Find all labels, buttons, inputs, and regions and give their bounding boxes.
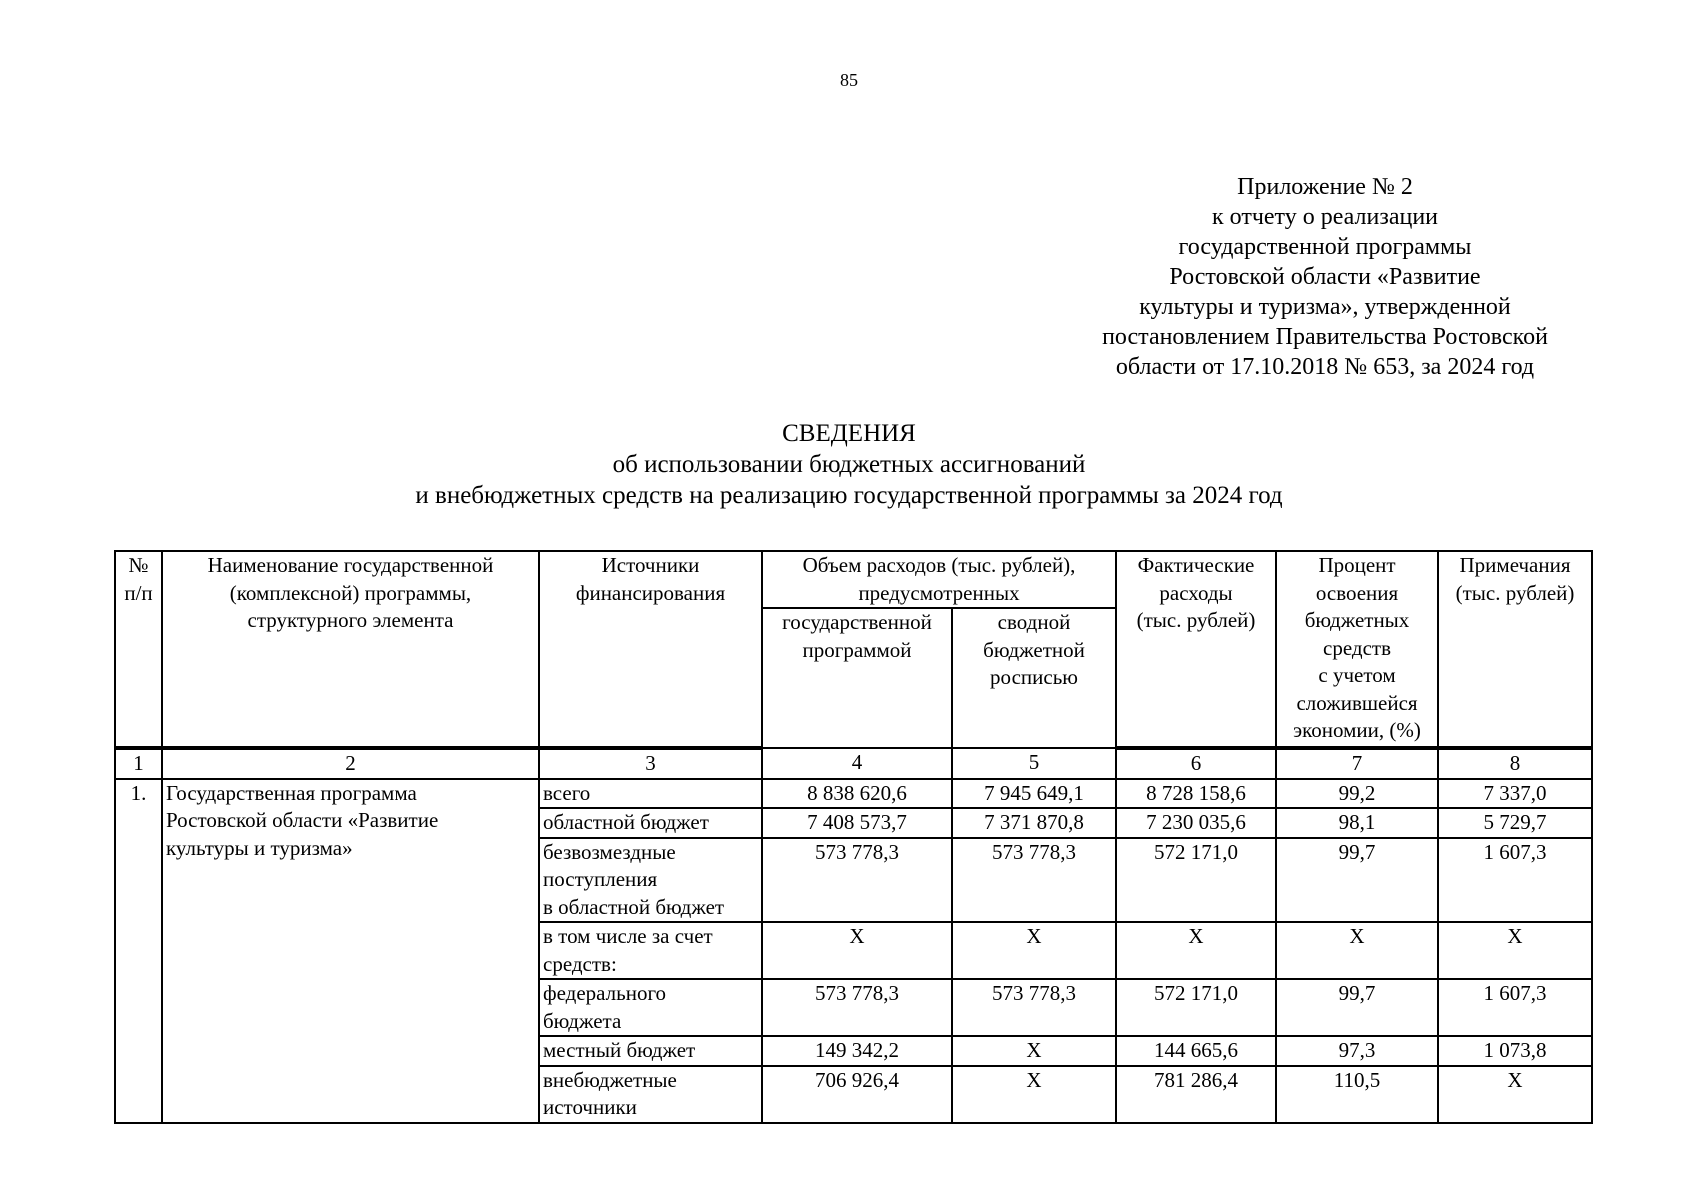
- state-program-cell: 149 342,2: [762, 1036, 952, 1066]
- state-program-cell: X: [762, 922, 952, 979]
- percent-cell: 99,7: [1276, 838, 1438, 923]
- notes-cell: X: [1438, 1066, 1592, 1123]
- budget-schedule-cell: X: [952, 1066, 1116, 1123]
- column-number: 4: [762, 748, 952, 779]
- heading-title: СВЕДЕНИЯ: [782, 420, 916, 447]
- header-notes-line: (тыс. рублей): [1455, 580, 1575, 605]
- header-budget-schedule: [952, 608, 1116, 748]
- header-percent-line: освоения: [1315, 580, 1399, 605]
- program-num: 1.: [115, 779, 162, 1123]
- source-cell: [539, 808, 762, 838]
- source-cell: [539, 922, 762, 979]
- state-program-cell: 573 778,3: [762, 979, 952, 1036]
- percent-cell: 98,1: [1276, 808, 1438, 838]
- actual-cell: 572 171,0: [1116, 838, 1276, 923]
- source-cell: [539, 1036, 762, 1066]
- column-number: 2: [162, 748, 539, 779]
- percent-cell: 110,5: [1276, 1066, 1438, 1123]
- header-name-line: структурного элемента: [247, 608, 454, 632]
- notes-cell: 5 729,7: [1438, 808, 1592, 838]
- header-state-program: [762, 608, 952, 748]
- header-percent: [1276, 551, 1438, 748]
- percent-cell: 99,2: [1276, 779, 1438, 809]
- header-actual: [1116, 551, 1276, 748]
- budget-schedule-cell: X: [952, 922, 1116, 979]
- heading-line-1: об использовании бюджетных ассигнований: [612, 451, 1086, 478]
- header-percent-line: бюджетных: [1304, 608, 1410, 632]
- header-budget-schedule-line: бюджетной: [983, 637, 1085, 662]
- column-number: 6: [1116, 748, 1276, 779]
- header-row: [115, 551, 1592, 608]
- header-source: [539, 551, 762, 748]
- table-row: [115, 779, 1592, 809]
- header-num-line: п/п: [124, 580, 153, 605]
- header-num-line: №: [128, 553, 149, 577]
- header-percent-line: экономии, (%): [1293, 718, 1421, 742]
- header-name: [162, 551, 539, 748]
- header-source-line: Источники: [601, 553, 700, 577]
- column-number: 5: [952, 748, 1116, 779]
- percent-cell: X: [1276, 922, 1438, 979]
- header-actual-line: Фактические: [1137, 553, 1255, 577]
- source-cell-line: всего: [543, 780, 591, 805]
- state-program-cell: 706 926,4: [762, 1066, 952, 1123]
- column-number: 7: [1276, 748, 1438, 779]
- budget-report-table: [114, 550, 1593, 1124]
- source-cell: [539, 838, 762, 923]
- appendix-line: государственной программы: [1178, 234, 1472, 260]
- actual-cell: X: [1116, 922, 1276, 979]
- header-budget-schedule-line: сводной: [997, 610, 1071, 634]
- source-cell-line: федерального: [543, 981, 667, 1005]
- notes-cell: 1 607,3: [1438, 838, 1592, 923]
- source-cell: [539, 979, 762, 1036]
- header-percent-line: сложившейся: [1296, 690, 1418, 715]
- actual-cell: 8 728 158,6: [1116, 779, 1276, 809]
- header-actual-line: (тыс. рублей): [1136, 608, 1256, 632]
- budget-schedule-cell: X: [952, 1036, 1116, 1066]
- source-cell-line: в том числе за счет: [543, 924, 713, 948]
- notes-cell: 7 337,0: [1438, 779, 1592, 809]
- header-planned: [762, 551, 1116, 608]
- source-cell-line: областной бюджет: [543, 810, 709, 834]
- header-planned-line: Объем расходов (тыс. рублей),: [802, 553, 1076, 577]
- column-number: 8: [1438, 748, 1592, 779]
- percent-cell: 99,7: [1276, 979, 1438, 1036]
- header-notes: [1438, 551, 1592, 748]
- actual-cell: 781 286,4: [1116, 1066, 1276, 1123]
- program-name-line: Ростовской области «Развитие: [166, 808, 439, 832]
- actual-cell: 144 665,6: [1116, 1036, 1276, 1066]
- source-cell-line: в областной бюджет: [543, 894, 725, 919]
- source-cell-line: местный бюджет: [543, 1038, 696, 1062]
- actual-cell: 572 171,0: [1116, 979, 1276, 1036]
- appendix-line: к отчету о реализации: [1211, 204, 1439, 230]
- state-program-cell: 8 838 620,6: [762, 779, 952, 809]
- source-cell-line: источники: [543, 1095, 637, 1119]
- appendix-line: области от 17.10.2018 № 653, за 2024 год: [1115, 354, 1535, 380]
- budget-schedule-cell: 7 945 649,1: [952, 779, 1116, 809]
- source-cell-line: внебюджетные: [543, 1067, 677, 1092]
- notes-cell: 1 607,3: [1438, 979, 1592, 1036]
- header-state-program-line: государственной: [782, 610, 932, 634]
- appendix-line: культуры и туризма», утвержденной: [1139, 294, 1511, 320]
- header-source-line: финансирования: [575, 580, 726, 605]
- source-cell: [539, 1066, 762, 1123]
- header-name-line: (комплексной) программы,: [229, 580, 472, 605]
- source-cell: [539, 779, 762, 809]
- appendix-line: постановлением Правительства Ростовской: [1102, 324, 1548, 350]
- source-cell-line: безвозмездные: [543, 839, 676, 864]
- program-name-line: культуры и туризма»: [166, 835, 353, 860]
- header-planned-line: предусмотренных: [858, 580, 1020, 605]
- column-number: 3: [539, 748, 762, 779]
- appendix-note: [1060, 172, 1590, 382]
- header-percent-line: с учетом: [1318, 663, 1396, 687]
- header-actual-line: расходы: [1159, 580, 1233, 605]
- header-name-line: Наименование государственной: [207, 553, 494, 577]
- state-program-cell: 7 408 573,7: [762, 808, 952, 838]
- header-state-program-line: программой: [802, 637, 912, 662]
- program-name: [162, 779, 539, 1123]
- source-cell-line: средств:: [543, 951, 617, 976]
- budget-schedule-cell: 7 371 870,8: [952, 808, 1116, 838]
- column-number: 1: [115, 748, 162, 779]
- document-heading: [0, 418, 1698, 511]
- header-percent-line: средств: [1323, 635, 1391, 660]
- header-notes-line: Примечания: [1459, 553, 1571, 577]
- budget-schedule-cell: 573 778,3: [952, 838, 1116, 923]
- budget-schedule-cell: 573 778,3: [952, 979, 1116, 1036]
- header-num: [115, 551, 162, 748]
- notes-cell: X: [1438, 922, 1592, 979]
- source-cell-line: поступления: [543, 867, 658, 891]
- percent-cell: 97,3: [1276, 1036, 1438, 1066]
- actual-cell: 7 230 035,6: [1116, 808, 1276, 838]
- source-cell-line: бюджета: [543, 1008, 622, 1033]
- appendix-line: Приложение № 2: [1237, 174, 1413, 200]
- header-percent-line: Процент: [1318, 553, 1396, 577]
- program-name-line: Государственная программа: [166, 780, 417, 805]
- header-budget-schedule-line: росписью: [990, 665, 1078, 689]
- heading-line-2: и внебюджетных средств на реализацию государственной программы за 2024 год: [415, 482, 1283, 509]
- state-program-cell: 573 778,3: [762, 838, 952, 923]
- column-numbers-row: [115, 748, 1592, 779]
- page-number: 85: [840, 70, 858, 90]
- appendix-line: Ростовской области «Развитие: [1169, 264, 1481, 290]
- notes-cell: 1 073,8: [1438, 1036, 1592, 1066]
